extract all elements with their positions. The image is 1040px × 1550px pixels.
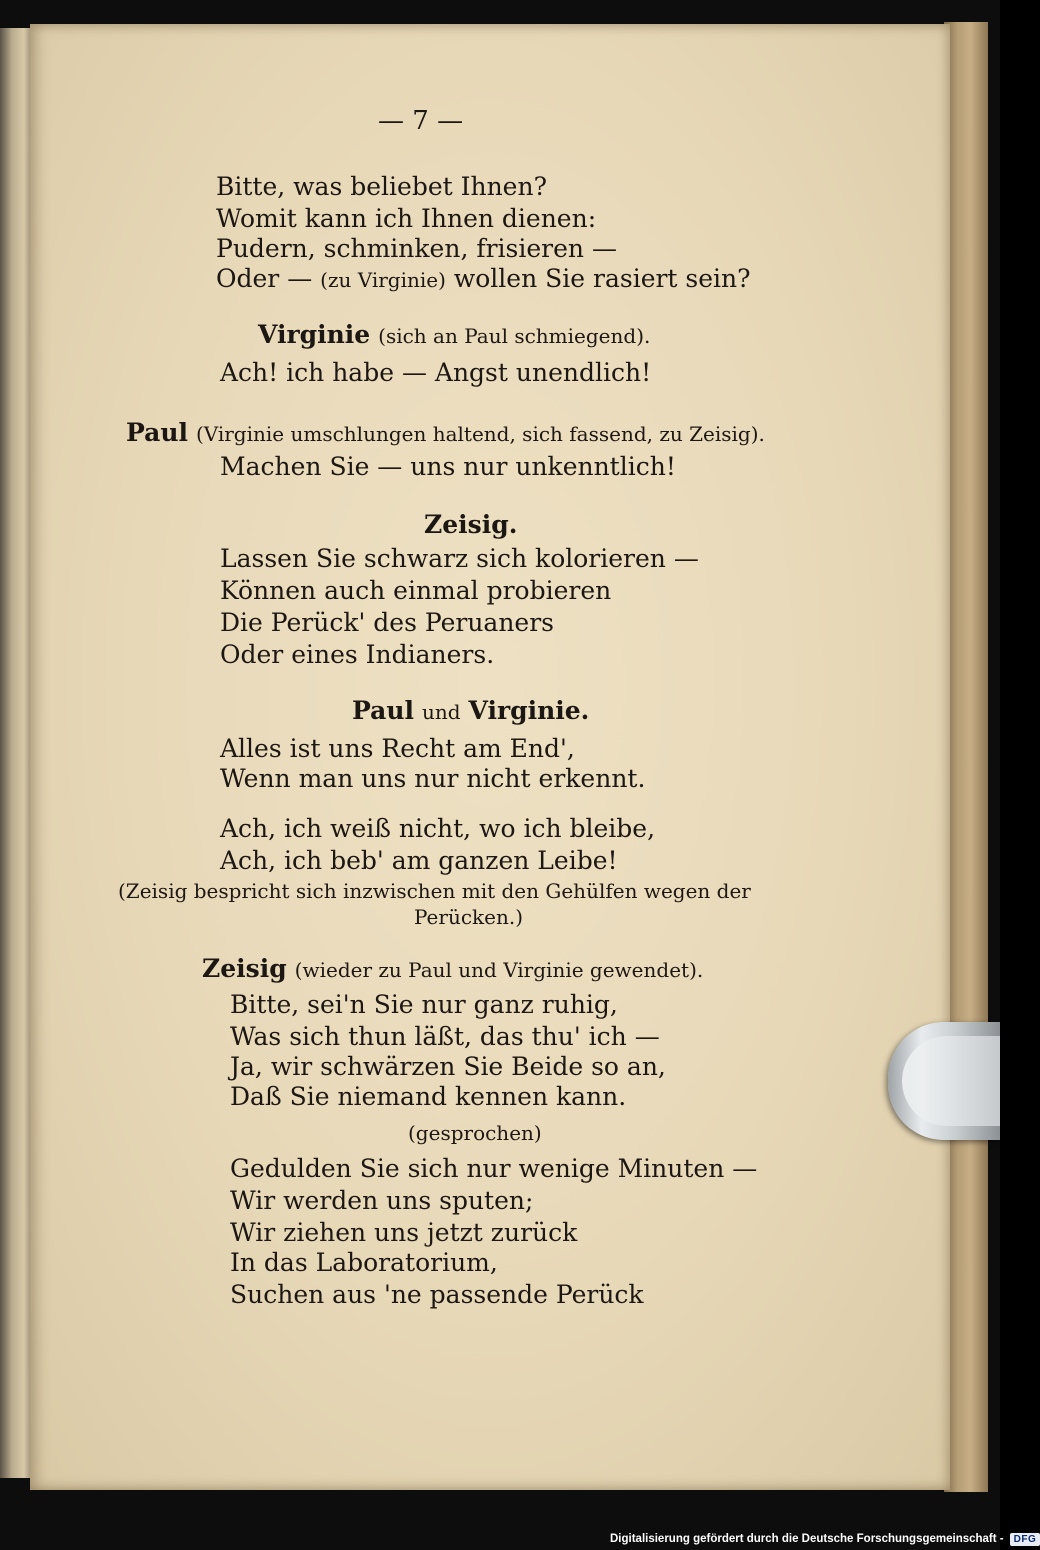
verse-line: Wenn man uns nur nicht erkennt. [220,764,646,793]
verse-line: Was sich thun läßt, das thu' ich — [230,1022,660,1051]
speaker-name: Paul [352,696,414,725]
prose-line: Wir ziehen uns jetzt zurück [230,1218,578,1247]
prose-line: In das Laboratorium, [230,1248,498,1277]
book-page [30,24,950,1490]
dfg-logo: DFG [1010,1533,1040,1546]
verse-line: Machen Sie — uns nur unkenntlich! [220,452,676,481]
page-number: — 7 — [378,106,464,136]
speaker-heading [126,418,765,449]
bookmark-clip [888,1022,1000,1140]
verse-line: Ach! ich habe — Angst unendlich! [220,358,652,387]
stage-direction: (wieder zu Paul und Virginie gewendet). [294,958,704,982]
credit-text: Digitalisierung gefördert durch die Deutsche Forschungsgemeinschaft - [610,1533,1004,1545]
stage-direction: (Virginie umschlungen haltend, sich fassend, zu Zeisig). [195,422,765,446]
prose-line: Suchen aus 'ne passende Perück [230,1280,644,1309]
book-cover-edge [944,22,988,1492]
verse-line: Ach, ich weiß nicht, wo ich bleibe, [220,814,656,843]
speaker-name: Virginie. [468,696,590,725]
verse-line: Oder eines Indianers. [220,640,495,669]
stage-direction: (zu Virginie) [320,268,446,292]
speaker-heading [352,696,589,727]
stage-direction: (Zeisig bespricht sich inzwischen mit den Gehülfen wegen der [118,879,751,903]
speaker-heading [258,320,650,351]
stage-direction: Perücken.) [414,905,524,929]
verse-line: Alles ist uns Recht am End', [220,734,575,763]
speaker-conjunction: und [421,700,461,724]
digitization-credit [610,1530,1040,1548]
left-page-edge [0,28,34,1478]
speaker-name: Zeisig. [424,510,518,539]
bookmark-clip-highlight [902,1036,1000,1126]
stage-direction: (gesprochen) [408,1121,542,1145]
verse-line: Lassen Sie schwarz sich kolorieren — [220,544,699,573]
speaker-name: Zeisig [202,954,287,983]
verse-line: Pudern, schminken, frisieren — [216,234,617,263]
verse-line: Bitte, was beliebet Ihnen? [216,172,547,201]
verse-text: wollen Sie rasiert sein? [453,264,751,293]
verse-line: Ach, ich beb' am ganzen Leibe! [220,846,618,875]
stage-direction: (sich an Paul schmiegend). [378,324,651,348]
verse-line: Bitte, sei'n Sie nur ganz ruhig, [230,990,618,1019]
prose-line: Wir werden uns sputen; [230,1186,534,1215]
speaker-name: Virginie [258,320,371,349]
verse-line-with-direction [216,264,751,295]
speaker-heading [202,954,703,985]
verse-text: Oder — [216,264,313,293]
verse-line: Die Perück' des Peruaners [220,608,554,637]
verse-line: Daß Sie niemand kennen kann. [230,1082,627,1111]
verse-line: Ja, wir schwärzen Sie Beide so an, [230,1052,666,1081]
verse-line: Womit kann ich Ihnen dienen: [216,204,597,233]
prose-line: Gedulden Sie sich nur wenige Minuten — [230,1154,758,1183]
speaker-name: Paul [126,418,188,447]
verse-line: Können auch einmal probieren [220,576,612,605]
